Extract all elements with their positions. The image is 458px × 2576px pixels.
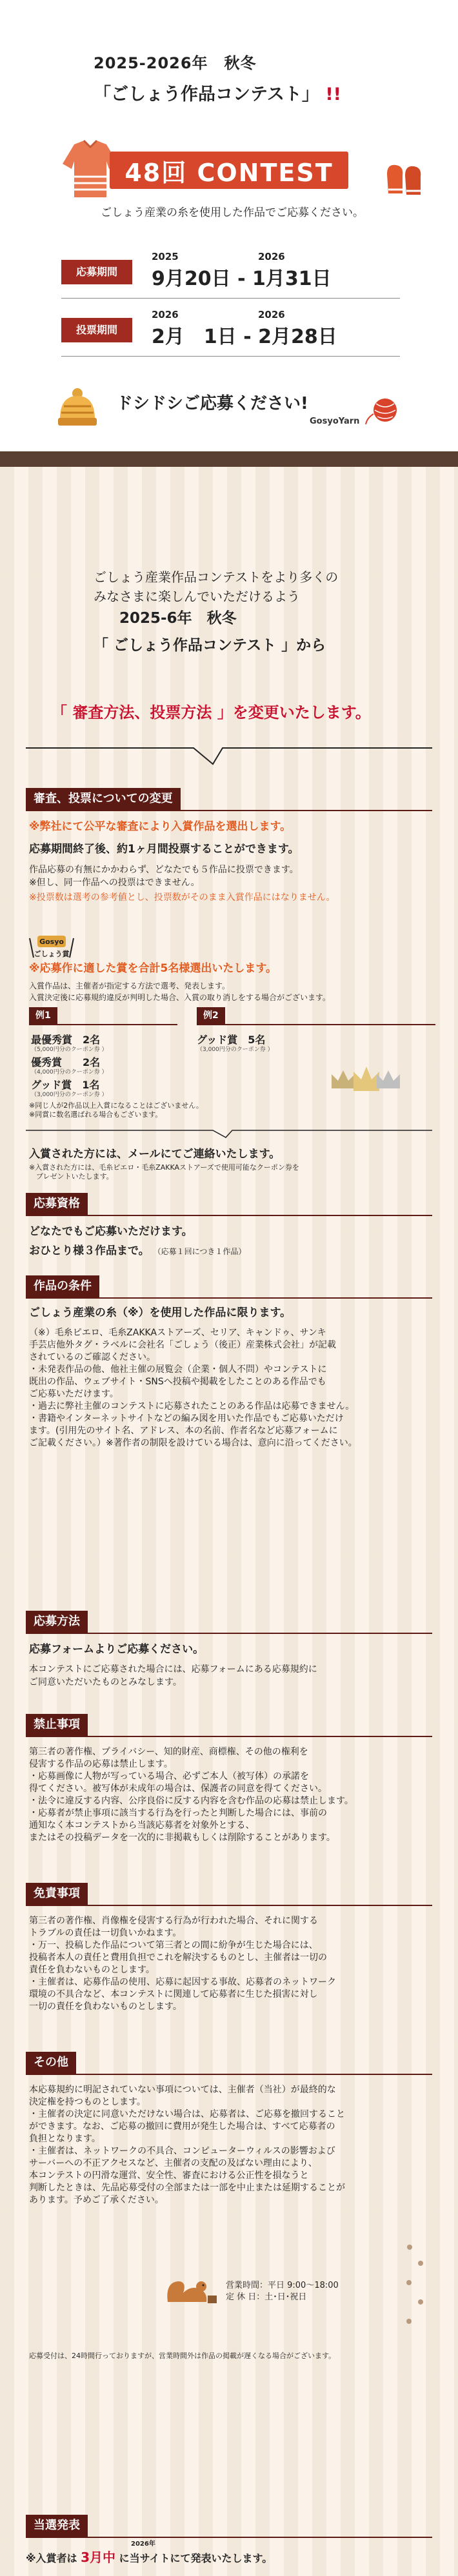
- vote-dates: 2月 1日 - 2月28日: [152, 326, 337, 348]
- section-conditions-title: 作品の条件: [26, 1275, 99, 1297]
- exclaim-mark: !!: [325, 84, 341, 104]
- other-list: [29, 2084, 435, 2207]
- disclaimer-line: 第三者の著作権、肖像権を侵害する行為が行われた場合、それに関する: [29, 1916, 318, 1926]
- award-title: ※応募作に適した賞を合計5名様選出いたします。: [29, 962, 277, 975]
- season-title: 2025-2026年 秋冬: [94, 54, 257, 72]
- conditions-line: （※）毛糸ピエロ、毛糸ZAKKAストアーズ、セリア、キャンドゥ、サンキ: [29, 1328, 326, 1338]
- other-line: サーバーへの不正アクセスなど、主催者の支配の及ばない理由により、: [29, 2158, 317, 2168]
- svg-text:ごしょう賞: ごしょう賞: [34, 950, 70, 958]
- section-disclaimer-title: 免責事項: [26, 1883, 88, 1905]
- application-period: [61, 251, 410, 290]
- vote-year-end: 2026: [258, 309, 285, 320]
- eligibility-line-2: [29, 1243, 435, 1259]
- section-underline: [26, 2074, 432, 2075]
- conditions-line: ご記載ください。）※著作者の制限を設けている場合は、意向に沿ってください。: [29, 1438, 357, 1448]
- section-underline: [26, 810, 432, 811]
- prize-2-note: （4,000円分のクーポン券 ）: [31, 1069, 108, 1076]
- conditions-line: されているのご確認ください。: [29, 1352, 155, 1362]
- other-line: 判断したときは、先品応募受付の全部または一部を中止または延期することが: [29, 2183, 345, 2193]
- intro-contest: 「 ごしょう作品コンテスト 」から: [94, 637, 326, 654]
- other-line: ができます。なお、ご応募の撤回に費用が発生した場合は、すべて応募者の: [29, 2121, 335, 2132]
- application-dates: 9月20日 - 1月31日: [152, 268, 332, 290]
- contest-name: 「ごしょう作品コンテスト」: [94, 84, 319, 104]
- prohibited-line: またはその投稿データを一次的に非掲載もしくは削除することがあります。: [29, 1833, 335, 1843]
- other-line: ・主催者の決定に同意いただけない場合は、応募者は、ご応募を撤回すること: [29, 2109, 345, 2119]
- conditions-line: ます。(引用先のサイト名、アドレス、本の名前、作者名など応募フォームに: [29, 1426, 338, 1436]
- announce-year: 2026年: [131, 2541, 155, 2548]
- section-judging-title: 審査、投票についての変更: [26, 788, 181, 810]
- subtitle: ごしょう産業の糸を使用した作品でご応募ください。: [101, 206, 364, 219]
- judging-sub: 応募期間終了後、約1ヶ月間投票することができます。: [29, 843, 299, 856]
- other-line: 本応募規約に明記されていない事項については、主催者（当社）が最終的な: [29, 2085, 336, 2095]
- svg-text:Gosyo: Gosyo: [39, 938, 64, 946]
- intro-season: 2025-6年 秋冬: [119, 610, 237, 627]
- banner-text: 48回 CONTEST: [124, 159, 334, 187]
- contact-text: 入賞された方には、メールにてご連絡いたします。: [29, 1148, 281, 1161]
- section-underline: [26, 2537, 432, 2538]
- yarn-ball-icon: [364, 395, 402, 427]
- intro-line-2: みなさまに楽しんでいただけるよう: [94, 589, 300, 604]
- squirrel-icon: [161, 2270, 219, 2308]
- section-underline: [26, 1633, 432, 1634]
- conditions-line: 手芸店他外タグ・ラベルに会社名「ごしょう（後正）産業株式会社」が記載: [29, 1340, 336, 1350]
- crowns-icon: [329, 1063, 400, 1095]
- prize-3-name: グッド賞 1名: [31, 1079, 100, 1091]
- brand-logo: GosyoYarn: [310, 417, 360, 426]
- conditions-lead: ごしょう産業の糸（※）を使用した作品に限ります。: [29, 1306, 292, 1319]
- disclaimer-line: 一切の責任を負わないものとします。: [29, 2001, 182, 2012]
- section-underline: [26, 1215, 432, 1216]
- paw-tracks-decoration: [400, 2237, 432, 2334]
- business-hours-text: 営業時間：平日 9:00～18:00: [226, 2281, 339, 2290]
- announce-post: に当サイトにて発表いたします。: [119, 2552, 273, 2564]
- prize-note-1: ※同じ人が2作品以上入賞になることはございません。: [29, 1101, 203, 1110]
- gosyo-award-logo: [26, 932, 77, 963]
- conditions-line: ・未発表作品の他、他社主催の展覧会（企業・個人不問）やコンテストに: [29, 1364, 327, 1375]
- announce-pre: ※入賞者は: [26, 2552, 77, 2564]
- section-other-title: その他: [26, 2052, 76, 2074]
- judging-line-1: 作品応募の有無にかかわらず、どなたでも５作品に投票できます。: [29, 865, 299, 875]
- knit-hat-icon: [55, 387, 100, 427]
- judging-lead: ※弊社にて公平な審査により入賞作品を選出します。: [29, 820, 292, 833]
- announce-text: [26, 2541, 273, 2566]
- disclaimer-list: [29, 1915, 435, 2013]
- prohibited-line: 通知なく本コンテストから当該応募者を対象外とする、: [29, 1820, 255, 1831]
- section-method-title: 応募方法: [26, 1611, 88, 1633]
- disclaimer-line: 環境の不具合など、本コンテストに関連して応募者に生じた損害に対し: [29, 1989, 318, 2000]
- vote-year-start: 2026: [152, 309, 179, 320]
- prize-note-2: ※同賞に数名選ばれる場合もございます。: [29, 1110, 163, 1119]
- example-1-underline: [29, 1024, 177, 1025]
- section-prohibited-title: 禁止事項: [26, 1714, 88, 1736]
- section-underline: [26, 1736, 432, 1737]
- example-1-label: 例1: [29, 1007, 57, 1024]
- other-line: 本コンテストの円滑な運営、安全性、審査における公正性を損なうと: [29, 2170, 309, 2181]
- announce-month: 3月中: [81, 2550, 116, 2565]
- vote-period: [61, 309, 410, 348]
- footer-note: 応募受付は、24時間行っておりますが、営業時間外は作品の掲載が遅くなる場合がございます。: [29, 2352, 336, 2360]
- eligibility-note: （応募１回につき１作品）: [153, 1247, 246, 1256]
- prohibited-line: ・応募画像に人物が写っている場合、必ずご本人（被写体）の承諾を: [29, 1771, 309, 1782]
- example-2-label: 例2: [197, 1007, 225, 1024]
- prohibited-list: [29, 1746, 435, 1844]
- business-hours: [226, 2280, 339, 2303]
- eligibility-limit: おひとり様３作品まで。: [29, 1244, 150, 1257]
- judging-line-3: ※投票数は選考の参考値とし、投票数がそのまま入賞作品にはなりません。: [29, 892, 335, 903]
- speech-divider: [26, 1121, 432, 1140]
- prohibited-line: 得てください。被写体が未成年の場合は、保護者の同意を得てください。: [29, 1784, 327, 1794]
- cta-text: ドシドシご応募ください!: [116, 394, 308, 413]
- award-p2: 入賞決定後に応募規約違反が判明した場合、入賞の取り消しをする場合がございます。: [29, 993, 331, 1002]
- vote-period-label: 投票期間: [61, 318, 132, 342]
- prize-4-name: グッド賞 5名: [197, 1034, 266, 1046]
- prize-2-name: 優秀賞 2名: [31, 1056, 101, 1068]
- disclaimer-line: 投稿者本人の責任と費用負担でこれを解決するものとし、主催者は一切の: [29, 1952, 327, 1963]
- speech-bubble-tail: [26, 735, 432, 774]
- disclaimer-line: 責任を負わないものとします。: [29, 1965, 155, 1975]
- intro: [94, 567, 371, 655]
- intro-line-1: ごしょう産業作品コンテストをより多くの: [94, 569, 339, 585]
- disclaimer-line: トラブルの責任は一切負いかねます。: [29, 1928, 182, 1938]
- knit-background: [0, 467, 458, 2576]
- method-line-1: 本コンテストにご応募された場合には、応募フォームにある応募規約に: [29, 1664, 317, 1675]
- example-2-underline: [197, 1024, 435, 1025]
- prize-3-note: （3,000円分のクーポン券 ）: [31, 1092, 108, 1098]
- section-underline: [26, 1905, 432, 1906]
- section-underline: [26, 1297, 432, 1299]
- prohibited-line: 侵害する作品の応募は禁止します。: [29, 1759, 173, 1769]
- prize-1-note: （5,000円分のクーポン券 ）: [31, 1047, 108, 1053]
- prize-1-name: 最優秀賞 2名: [31, 1034, 101, 1046]
- section-announce-title: 当選発表: [26, 2515, 88, 2537]
- conditions-line: 既出の作品、ウェブサイト・SNSへ投稿や掲載をしたことのある作品でも: [29, 1377, 326, 1387]
- contact-note-2: プレゼントいたします。: [29, 1172, 114, 1181]
- other-line: 負担となります。: [29, 2134, 101, 2144]
- contest-banner: [110, 152, 348, 189]
- prohibited-line: ・応募者が禁止事項に該当する行為を行ったと判断した場合には、事前の: [29, 1808, 327, 1818]
- prohibited-line: 第三者の著作権、プライバシー、知的財産、商標権、その他の権利を: [29, 1747, 308, 1757]
- knit-divider-bar: [0, 451, 458, 467]
- application-year-start: 2025: [152, 251, 179, 262]
- judging-line-2: ※但し、同一作品への投票はできません。: [29, 878, 200, 888]
- contest-title: [94, 80, 341, 105]
- disclaimer-line: ・主催者は、応募作品の使用、応募に起因する事故、応募者のネットワーク: [29, 1977, 336, 1987]
- application-year-end: 2026: [258, 251, 285, 262]
- method-line-2: ご同意いただいたものとみなします。: [29, 1677, 182, 1687]
- intro-change: 「 審査方法、投票方法 」を変更いたします。: [52, 703, 371, 722]
- header: [0, 0, 458, 451]
- divider: [61, 298, 400, 299]
- application-period-label: 応募期間: [61, 260, 132, 284]
- other-line: ・主催者は、ネットワークの不具合、コンピューターウィルスの影響および: [29, 2146, 335, 2156]
- award-p1: 入賞作品は、主催者が指定する方法で選考、発表します。: [29, 981, 230, 990]
- method-lead: 応募フォームよりご応募ください。: [29, 1643, 204, 1656]
- eligibility-line-1: どなたでもご応募いただけます。: [29, 1225, 193, 1238]
- prize-4-note: （3,000円分のクーポン券 ）: [197, 1047, 274, 1053]
- bunting-decoration: [0, 0, 458, 39]
- conditions-line: ・書籍やインターネットサイトなどの編み図を用いた作品でもご応募いただけ: [29, 1413, 344, 1424]
- section-eligibility-title: 応募資格: [26, 1193, 88, 1215]
- closed-days-text: 定 休 日：土･日･祝日: [226, 2292, 307, 2302]
- conditions-line: ・過去に弊社主催のコンテストに応募されたことのある作品は応募できません。: [29, 1401, 355, 1411]
- conditions-line: ご応募いただけます。: [29, 1389, 119, 1399]
- disclaimer-line: ・万一、投稿した作品について第三者との間に紛争が生じた場合には、: [29, 1940, 318, 1951]
- other-line: 決定権を持つものとします。: [29, 2097, 146, 2107]
- prohibited-line: ・法令に違反する内容、公序良俗に反する内容を含む作品の応募は禁止します。: [29, 1796, 353, 1806]
- divider: [61, 356, 400, 357]
- mitten-icon: [381, 161, 426, 200]
- contact-note-1: ※入賞された方には、毛糸ピエロ・毛糸ZAKKAストアーズで使用可能なクーポン券を: [29, 1163, 299, 1172]
- conditions-list: [29, 1327, 435, 1450]
- other-line: あります。予めご了承ください。: [29, 2195, 164, 2205]
